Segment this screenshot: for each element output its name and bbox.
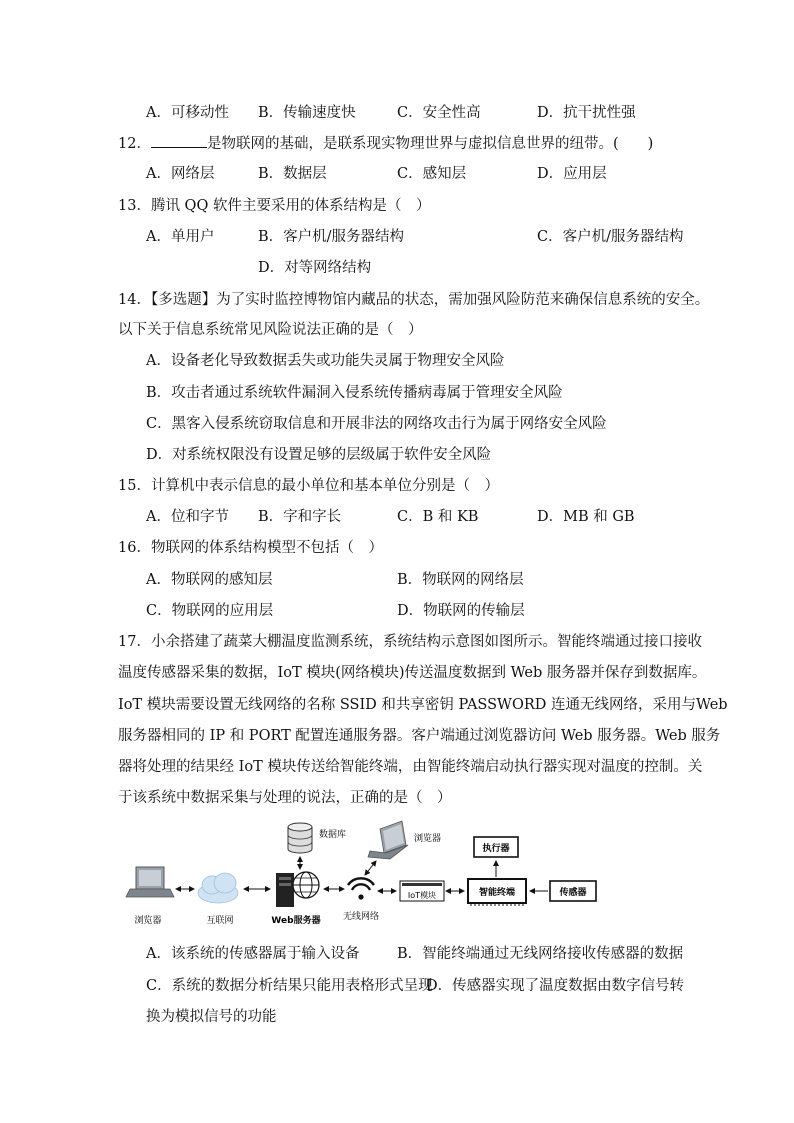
q15-option-d: D．MB 和 GB — [537, 509, 635, 525]
q17-option-c: C．系统的数据分析结果只能用表格形式呈现 — [146, 978, 433, 994]
q13-option-c: C．客户机/服务器结构 — [537, 229, 684, 245]
q16-option-a: A．物联网的感知层 — [146, 572, 273, 588]
laptop-icon-top — [368, 821, 408, 859]
q14-option-d: D．对系统权限没有设置足够的层级属于软件安全风险 — [146, 447, 492, 463]
q17-stem-line1: 17．小余搭建了蔬菜大棚温度监测系统，系统结构示意图如图所示。智能终端通过接口接收 — [118, 634, 702, 650]
database-icon — [288, 823, 312, 853]
q16-option-d: D．物联网的传输层 — [397, 603, 525, 619]
q16-option-b: B．物联网的网络层 — [397, 572, 524, 588]
q15-option-b: B．字和字长 — [258, 509, 342, 525]
q16-option-c: C．物联网的应用层 — [146, 603, 274, 619]
q12-stem — [118, 133, 653, 154]
q17-stem-line5: 器将处理的结果经 IoT 模块传送给智能终端，由智能终端启动执行器实现对温度的控制。关 — [118, 759, 703, 775]
q15-stem: 15．计算机中表示信息的最小单位和基本单位分别是（ ） — [118, 478, 499, 494]
cloud-icon — [198, 873, 238, 903]
actuator-label: 执行器 — [482, 844, 510, 854]
browser-left-label: 浏览器 — [134, 916, 162, 926]
q11-option-b: B．传输速度快 — [258, 105, 356, 121]
iot-module-label: IoT模块 — [407, 891, 437, 900]
q14-option-c: C．黑客入侵系统窃取信息和开展非法的网络攻击行为属于网络安全风险 — [146, 416, 607, 432]
database-label: 数据库 — [319, 830, 347, 840]
q12-answer-blank — [151, 133, 207, 148]
q12-stem-text: 是物联网的基础，是联系现实物理世界与虚拟信息世界的纽带。( ) — [206, 136, 654, 152]
q14-stem-line2: 以下关于信息系统常见风险说法正确的是（ ） — [118, 322, 423, 338]
q14-option-b: B．攻击者通过系统软件漏洞入侵系统传播病毒属于管理安全风险 — [146, 385, 563, 401]
q12-number: 12． — [118, 136, 151, 152]
q17-option-a: A．该系统的传感器属于输入设备 — [146, 946, 360, 962]
web-server-label: Web服务器 — [271, 916, 321, 926]
server-icon — [276, 872, 319, 907]
system-structure-diagram — [118, 815, 678, 935]
q15-option-a: A．位和字节 — [146, 509, 229, 525]
wifi-icon — [348, 878, 374, 899]
q11-option-a: A．可移动性 — [146, 105, 229, 121]
arrow-wireless-browser — [365, 861, 376, 875]
q13-stem: 13．腾讯 QQ 软件主要采用的体系结构是（ ） — [118, 198, 431, 214]
q17-stem-line3: IoT 模块需要设置无线网络的名称 SSID 和共享密钥 PASSWORD 连通无线网络，采用与Web — [118, 697, 728, 713]
q17-stem-line2: 温度传感器采集的数据，IoT 模块(网络模块)传送温度数据到 Web 服务器并保存到数据库。 — [118, 665, 707, 681]
q14-option-a: A．设备老化导致数据丢失或功能失灵属于物理安全风险 — [146, 353, 505, 369]
q11-option-d: D．抗干扰性强 — [537, 105, 636, 121]
q12-option-a: A．网络层 — [146, 166, 215, 182]
q13-option-b: B．客户机/服务器结构 — [258, 229, 405, 245]
internet-label: 互联网 — [206, 916, 234, 926]
browser-top-label: 浏览器 — [414, 834, 442, 844]
sensor-label: 传感器 — [559, 888, 587, 898]
q14-stem-line1: 14．【多选题】为了实时监控博物馆内藏品的状态，需加强风险防范来确保信息系统的安全。 — [118, 292, 710, 308]
q17-option-d-cont: 换为模拟信号的功能 — [146, 1009, 277, 1025]
q13-option-d: D．对等网络结构 — [258, 260, 372, 276]
q11-option-c: C．安全性高 — [397, 105, 481, 121]
q17-option-d: D．传感器实现了温度数据由数字信号转 — [426, 978, 685, 994]
q12-option-c: C．感知层 — [397, 166, 467, 182]
q13-option-a: A．单用户 — [146, 229, 215, 245]
q17-stem-line6: 于该系统中数据采集与处理的说法，正确的是（ ） — [118, 790, 452, 806]
q17-stem-line4: 服务器相同的 IP 和 PORT 配置连通服务器。客户端通过浏览器访问 Web 服务器。Web 服务 — [118, 728, 721, 744]
q12-option-b: B．数据层 — [258, 166, 327, 182]
laptop-icon-left — [126, 867, 174, 897]
q12-option-d: D．应用层 — [537, 166, 607, 182]
smart-terminal-label: 智能终端 — [478, 888, 516, 898]
q16-stem: 16．物联网的体系结构模型不包括（ ） — [118, 540, 383, 556]
q15-option-c: C．B 和 KB — [397, 509, 479, 525]
wireless-label: 无线网络 — [342, 912, 380, 922]
q17-option-b: B．智能终端通过无线网络接收传感器的数据 — [397, 946, 684, 962]
